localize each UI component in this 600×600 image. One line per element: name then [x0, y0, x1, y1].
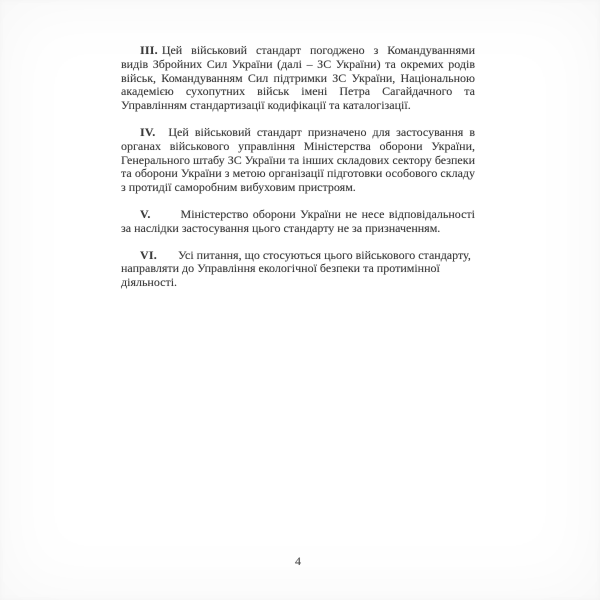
paragraph-v-text: Міністерство оборони України не несе відповідальності за наслідки застосування цього стандарту не за призначенням. [121, 206, 475, 235]
paragraph-vi-number: VI. [140, 247, 157, 262]
paragraph-v-number: V. [140, 206, 151, 221]
paragraph-iv-text: Цей військовий стандарт призначено для застосування в органах військового управління Міністерства оборони України, Генерального штабу ЗС України та інших складових сектору безпеки та оборони України з метою організації підготовки особового складу з протидії саморобним вибуховим пристроям. [121, 124, 475, 195]
tab-gap [151, 217, 181, 218]
paragraph-vi [121, 249, 475, 290]
paragraph-iv-number: IV. [140, 124, 156, 139]
paragraph-iii-number: III. [140, 43, 158, 57]
paragraph-v [121, 208, 475, 236]
page-number: 4 [295, 554, 301, 568]
paragraph-iii [121, 44, 475, 113]
tab-gap [155, 135, 168, 136]
paragraph-iii-text: Цей військовий стандарт погоджено з Командуваннями видів Збройних Сил України (далі – ЗС України) та окремих родів військ, Командуванням Сил підтримки ЗС України, Національною академією сухопутних військ імені Петра Сагайдачного та Управлінням стандартизації кодифікації та каталогізації. [121, 43, 475, 113]
paragraph-iv [121, 126, 475, 195]
tab-gap [157, 258, 178, 259]
document-text-block [121, 44, 475, 303]
paragraph-vi-text: Усі питання, що стосуються цього військового стандарту, направляти до Управління екологічної безпеки та протимінної діяльності. [121, 247, 471, 290]
